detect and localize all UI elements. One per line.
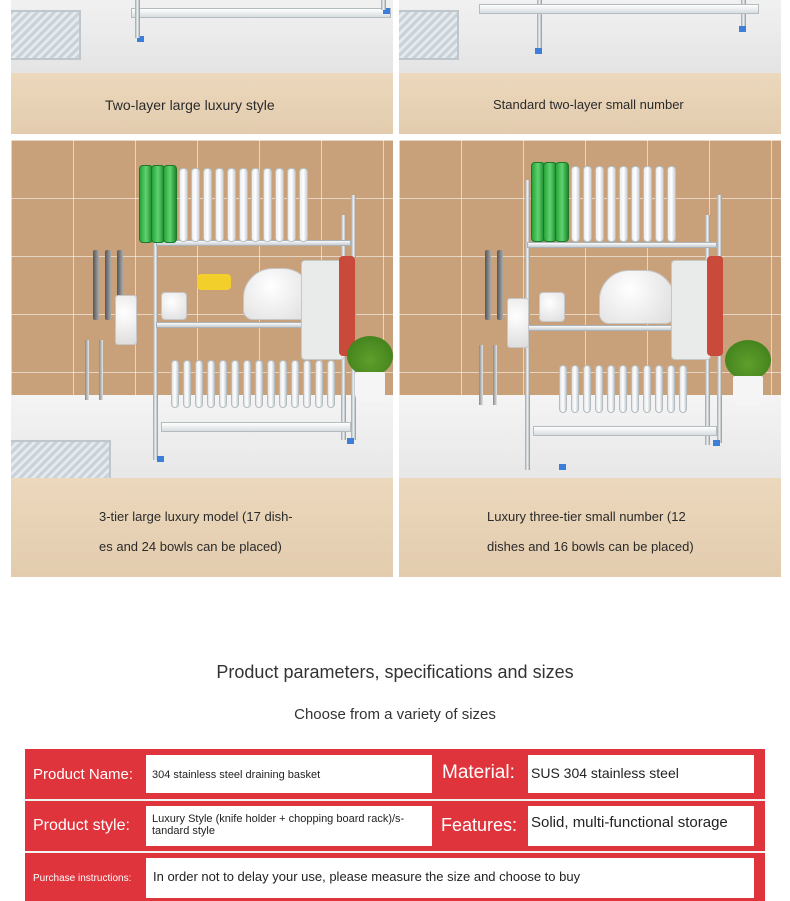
product-style-value: Luxury Style (knife holder + chopping board rack)/s-tandard style bbox=[146, 806, 432, 846]
bowl bbox=[583, 365, 591, 413]
caption-text: Standard two-layer small number bbox=[493, 97, 684, 112]
features-label: Features: bbox=[441, 815, 518, 835]
plant bbox=[725, 340, 771, 380]
product-caption bbox=[399, 478, 781, 577]
plate bbox=[667, 166, 676, 242]
bowl bbox=[183, 360, 191, 408]
features-value: Solid, multi-functional storage bbox=[528, 806, 754, 846]
product-name-value: 304 stainless steel draining basket bbox=[146, 755, 432, 793]
knife bbox=[93, 250, 99, 320]
spec-table bbox=[25, 749, 765, 901]
bowl bbox=[619, 365, 627, 413]
plate bbox=[643, 166, 652, 242]
bowl bbox=[267, 360, 275, 408]
cutting-board bbox=[671, 260, 711, 360]
utensil bbox=[99, 340, 103, 400]
bowl bbox=[327, 360, 335, 408]
bowl bbox=[559, 365, 567, 413]
plate bbox=[287, 168, 296, 242]
caption-text: Two-layer large luxury style bbox=[105, 97, 275, 113]
planter bbox=[355, 372, 385, 402]
plate bbox=[607, 166, 616, 242]
bowl bbox=[279, 360, 287, 408]
white-pot bbox=[599, 270, 675, 324]
foot bbox=[157, 456, 164, 462]
bowl bbox=[631, 365, 639, 413]
material-label: Material: bbox=[442, 762, 515, 783]
drip-tray bbox=[533, 426, 717, 436]
utensil bbox=[85, 340, 89, 400]
bowl bbox=[655, 365, 663, 413]
bowl bbox=[607, 365, 615, 413]
product-card-three-tier-small[interactable] bbox=[399, 140, 781, 577]
tray bbox=[131, 8, 391, 18]
plate bbox=[227, 168, 236, 242]
plate bbox=[239, 168, 248, 242]
sink bbox=[399, 10, 459, 60]
product-photo bbox=[399, 140, 781, 478]
plant bbox=[347, 336, 393, 376]
utensil bbox=[493, 345, 497, 405]
bowl bbox=[291, 360, 299, 408]
mug bbox=[161, 292, 187, 320]
plate bbox=[203, 168, 212, 242]
bowl bbox=[667, 365, 675, 413]
plate bbox=[251, 168, 260, 242]
rack-shelf bbox=[527, 242, 717, 248]
plate bbox=[263, 168, 272, 242]
caption-line-1: 3-tier large luxury model (17 dish- bbox=[99, 509, 293, 524]
section-subtitle: Choose from a variety of sizes bbox=[294, 706, 496, 723]
product-photo bbox=[11, 140, 393, 478]
bowl bbox=[571, 365, 579, 413]
sink bbox=[11, 10, 81, 60]
product-caption bbox=[11, 478, 393, 577]
sink bbox=[11, 440, 111, 478]
product-card-two-layer-large[interactable] bbox=[11, 0, 393, 134]
utensil-holder bbox=[115, 295, 137, 345]
section-title: Product parameters, specifications and sizes bbox=[216, 662, 574, 682]
plate bbox=[215, 168, 224, 242]
knife bbox=[105, 250, 111, 320]
product-photo bbox=[11, 0, 393, 73]
foot bbox=[739, 26, 746, 32]
mug bbox=[539, 292, 565, 322]
caption-line-1: Luxury three-tier small number (12 bbox=[487, 509, 686, 524]
bowl bbox=[243, 360, 251, 408]
cutting-board bbox=[707, 256, 723, 356]
product-style-label: Product style: bbox=[33, 817, 130, 834]
foot bbox=[535, 48, 542, 54]
bowl bbox=[255, 360, 263, 408]
tray bbox=[479, 4, 759, 14]
plate bbox=[275, 168, 284, 242]
bowl bbox=[219, 360, 227, 408]
plate bbox=[191, 168, 200, 242]
spec-row-name bbox=[25, 749, 765, 799]
plate bbox=[595, 166, 604, 242]
knife bbox=[485, 250, 491, 320]
plate bbox=[571, 166, 580, 242]
planter bbox=[733, 376, 763, 406]
foot bbox=[559, 464, 566, 470]
product-caption bbox=[11, 73, 393, 134]
plate bbox=[619, 166, 628, 242]
bowl bbox=[195, 360, 203, 408]
purchase-label: Purchase instructions: bbox=[33, 873, 132, 884]
product-card-three-tier-large[interactable] bbox=[11, 140, 393, 577]
rack-post bbox=[135, 0, 140, 38]
bowl bbox=[679, 365, 687, 413]
caption-line-2: dishes and 16 bowls can be placed) bbox=[487, 539, 694, 554]
bowl bbox=[595, 365, 603, 413]
bowl bbox=[231, 360, 239, 408]
product-caption bbox=[399, 73, 781, 134]
spec-row-purchase bbox=[25, 853, 765, 901]
plate bbox=[655, 166, 664, 242]
plate bbox=[555, 162, 569, 242]
plate bbox=[163, 165, 177, 243]
product-card-two-layer-small[interactable] bbox=[399, 0, 781, 134]
bowl bbox=[315, 360, 323, 408]
bowl bbox=[207, 360, 215, 408]
bowl bbox=[643, 365, 651, 413]
drip-tray bbox=[161, 422, 351, 432]
plate bbox=[631, 166, 640, 242]
foot bbox=[713, 440, 720, 446]
plate bbox=[583, 166, 592, 242]
bowl bbox=[171, 360, 179, 408]
utensil bbox=[479, 345, 483, 405]
purchase-value: In order not to delay your use, please measure the size and choose to buy bbox=[146, 858, 754, 898]
plate bbox=[179, 168, 188, 242]
yellow-cup bbox=[197, 274, 231, 290]
product-photo bbox=[399, 0, 781, 73]
plate bbox=[299, 168, 308, 242]
utensil-holder bbox=[507, 298, 529, 348]
product-name-label: Product Name: bbox=[33, 766, 134, 783]
material-value: SUS 304 stainless steel bbox=[528, 755, 754, 793]
foot bbox=[347, 438, 354, 444]
caption-line-2: es and 24 bowls can be placed) bbox=[99, 539, 282, 554]
rack-post bbox=[381, 0, 386, 10]
knife bbox=[497, 250, 503, 320]
bowl bbox=[303, 360, 311, 408]
spec-row-style bbox=[25, 801, 765, 851]
